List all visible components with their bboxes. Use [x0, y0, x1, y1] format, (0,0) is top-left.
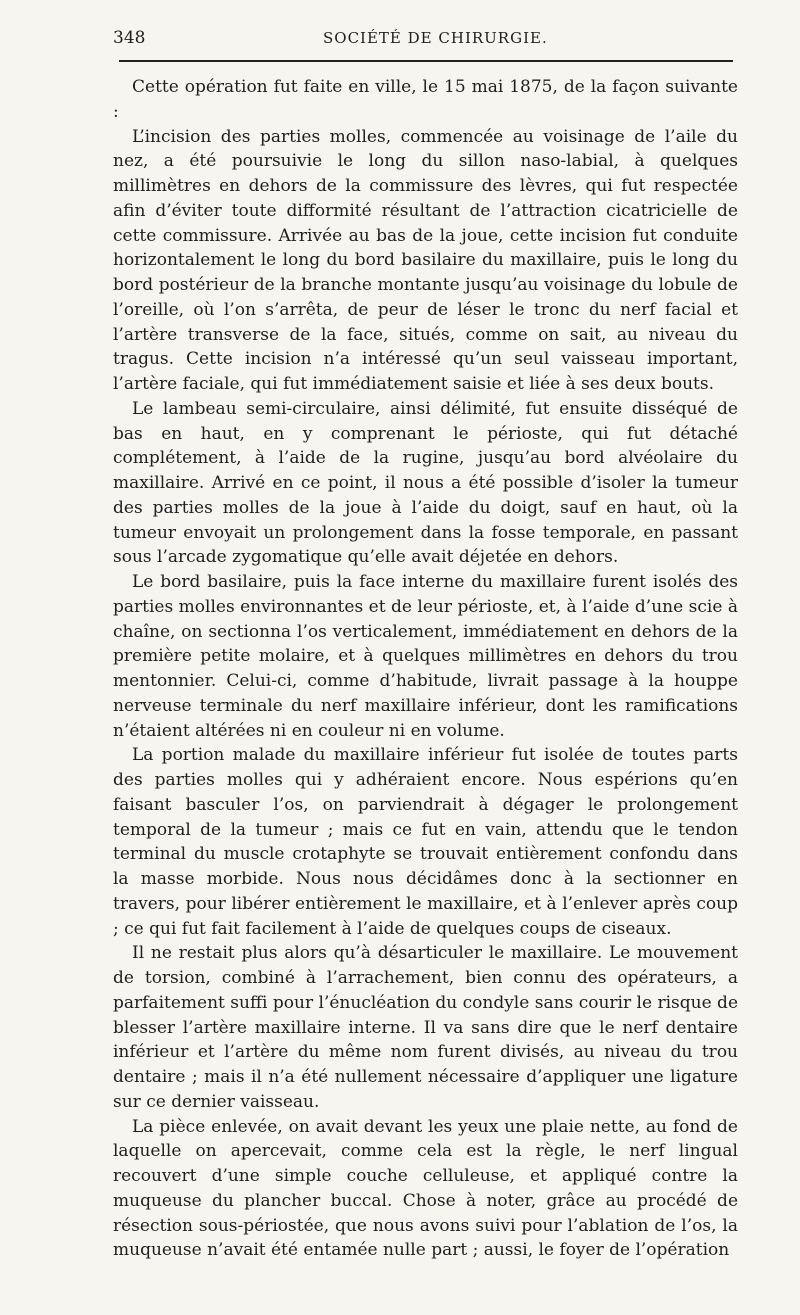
paragraph-2: L’incision des parties molles, commencée au voisinage de l’aile du nez, a été poursuivie le long du sillon naso-labial, à quelques millimètres en dehors de la commissure des lèvres, qui fut respectée afin d’éviter toute difformité résultant de l’attraction cicatricielle de cette commissure. Arrivée au bas de la joue, cette incision fut conduite horizontalement le long du bord basilaire du maxillaire, puis le long du bord postérieur de la branche montante jusqu’au voisinage du lobule de l’oreille, où l’on s’arrêta, de peur de léser le tronc du nerf facial et l’artère transverse de la face, situés, comme on sait, au niveau du tragus. Cette incision n’a intéressé qu’un seul vaisseau important, l’artère faciale, qui fut immédiatement saisie et liée à ses deux bouts.	[113, 126, 738, 394]
running-head	[113, 28, 738, 54]
paragraph-5: La portion malade du maxillaire inférieur fut isolée de toutes parts des parties molles qui y adhéraient encore. Nous espérions qu’en faisant basculer l’os, on parviendrait à dégager le prolongement temporal de la tumeur ; mais ce fut en vain, attendu que le tendon terminal du muscle crotaphyte se trouvait entièrement confondu dans la masse morbide. Nous nous décidâmes donc à la sectionner en travers, pour libérer entièrement le maxillaire, et à l’enlever après coup ; ce qui fut fait facilement à l’aide de quelques coups de ciseaux.	[113, 745, 738, 939]
page-number: 348	[113, 28, 146, 48]
body-text	[113, 75, 738, 1263]
paragraph-6: Il ne restait plus alors qu’à désarticuler le maxillaire. Le mouvement de torsion, combiné à l’arrachement, bien connu des opérateurs, a parfaitement suffi pour l’énucléation du condyle sans courir le risque de blesser l’artère maxillaire interne. Il va sans dire que le nerf dentaire inférieur et l’artère du même nom furent divisés, au niveau du trou dentaire ; mais il n’a été nullement nécessaire d’appliquer une ligature sur ce dernier vaisseau.	[113, 943, 738, 1112]
paragraph-3: Le lambeau semi-circulaire, ainsi délimité, fut ensuite disséqué de bas en haut, en y comprenant le périoste, qui fut détaché complétement, à l’aide de la rugine, jusqu’au bord alvéolaire du maxillaire. Arrivé en ce point, il nous a été possible d’isoler la tumeur des parties molles de la joue à l’aide du doigt, sauf en haut, où la tumeur envoyait un prolongement dans la fosse temporale, en passant sous l’arcade zygomatique qu’elle avait déjetée en dehors.	[113, 398, 738, 568]
paragraph-4: Le bord basilaire, puis la face interne du maxillaire furent isolés des parties molles environnantes et de leur périoste, et, à l’aide d’une scie à chaîne, on sectionna l’os verticalement, immédiatement en dehors de la première petite molaire, et à quelques millimètres en dehors du trou mentonnier. Celui-ci, comme d’habitude, livrait passage à la houppe nerveuse terminale du nerf maxillaire inférieur, dont les ramifications n’étaient altérées ni en couleur ni en volume.	[113, 572, 738, 741]
header-rule	[119, 60, 733, 62]
journal-title: SOCIÉTÉ DE CHIRURGIE.	[323, 29, 548, 47]
paragraph-1: Cette opération fut faite en ville, le 15 mai 1875, de la façon suivante :	[113, 77, 738, 122]
paragraph-7: La pièce enlevée, on avait devant les yeux une plaie nette, au fond de laquelle on apercevait, comme cela est la règle, le nerf lingual recouvert d’une simple couche celluleuse, et appliqué contre la muqueuse du plancher buccal. Chose à noter, grâce au procédé de résection sous-périostée, que nous avons suivi pour l’ablation de l’os, la muqueuse n’avait été entamée nulle part ; aussi, le foyer de l’opération	[113, 1116, 738, 1261]
